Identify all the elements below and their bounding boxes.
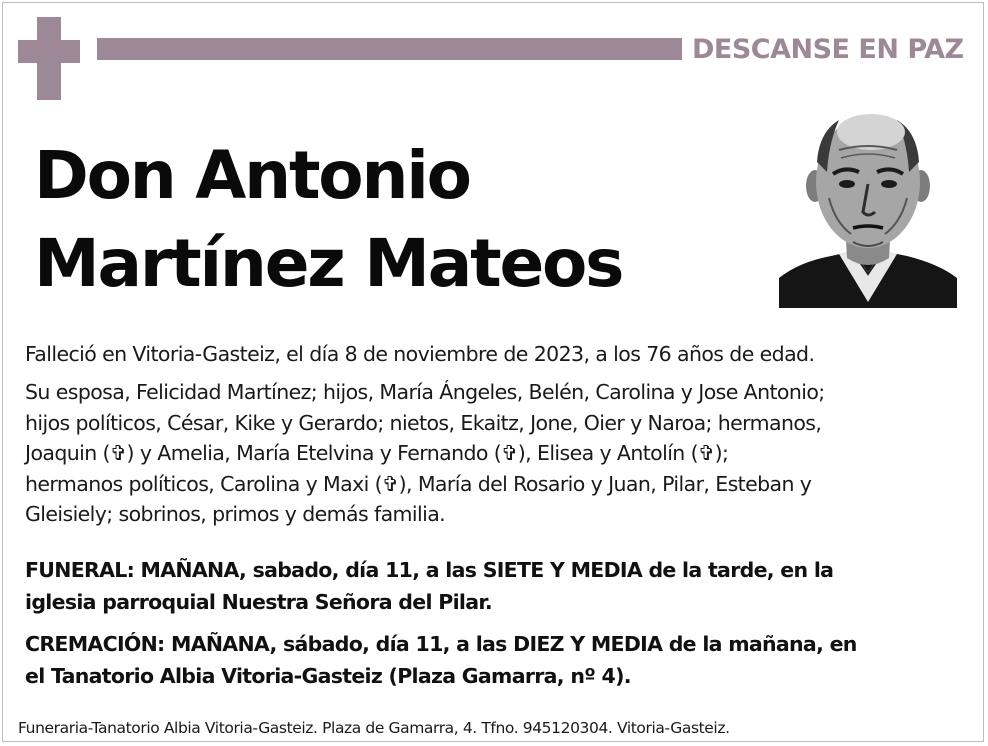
cremation-paragraph (25, 628, 960, 692)
funeral-paragraph (25, 554, 960, 618)
family-line: hermanos políticos, Carolina y Maxi (✞), María del Rosario y Juan, Pilar, Esteban y (25, 471, 812, 496)
funeral-line: iglesia parroquial Nuestra Señora del Pilar. (25, 590, 492, 614)
cross-icon-horizontal (18, 40, 80, 63)
family-line: Gleisiely; sobrinos, primos y demás familia. (25, 502, 446, 526)
funeral-home-footer: Funeraria-Tanatorio Albia Vitoria-Gasteiz. Plaza de Gamarra, 4. Tfno. 945120304. Vitoria-Gasteiz. (18, 719, 730, 737)
funeral-line: FUNERAL: MAÑANA, sabado, día 11, a las SIETE Y MEDIA de la tarde, en la (25, 558, 834, 582)
header-bar (97, 38, 682, 60)
portrait-photo (779, 102, 957, 308)
cremation-line: CREMACIÓN: MAÑANA, sábado, día 11, a las DIEZ Y MEDIA de la mañana, en (25, 632, 857, 656)
cremation-line: el Tanatorio Albia Vitoria-Gasteiz (Plaza Gamarra, nº 4). (25, 664, 631, 688)
death-notice: Falleció en Vitoria-Gasteiz, el día 8 de noviembre de 2023, a los 76 años de edad. (25, 342, 815, 366)
name-line-1: Don Antonio (34, 137, 470, 214)
family-line: hijos políticos, César, Kike y Gerardo; nietos, Ekaitz, Jone, Oier y Naroa; hermanos, (25, 410, 822, 435)
family-line: Su esposa, Felicidad Martínez; hijos, María Ángeles, Belén, Carolina y Jose Antonio; (25, 380, 825, 404)
deceased-name (34, 132, 734, 308)
rip-label: DESCANSE EN PAZ (692, 34, 964, 65)
name-line-2: Martínez Mateos (34, 225, 623, 302)
family-paragraph (25, 377, 960, 530)
family-line: Joaquin (✞) y Amelia, María Etelvina y Fernando (✞), Elisea y Antolín (✞); (25, 441, 729, 465)
